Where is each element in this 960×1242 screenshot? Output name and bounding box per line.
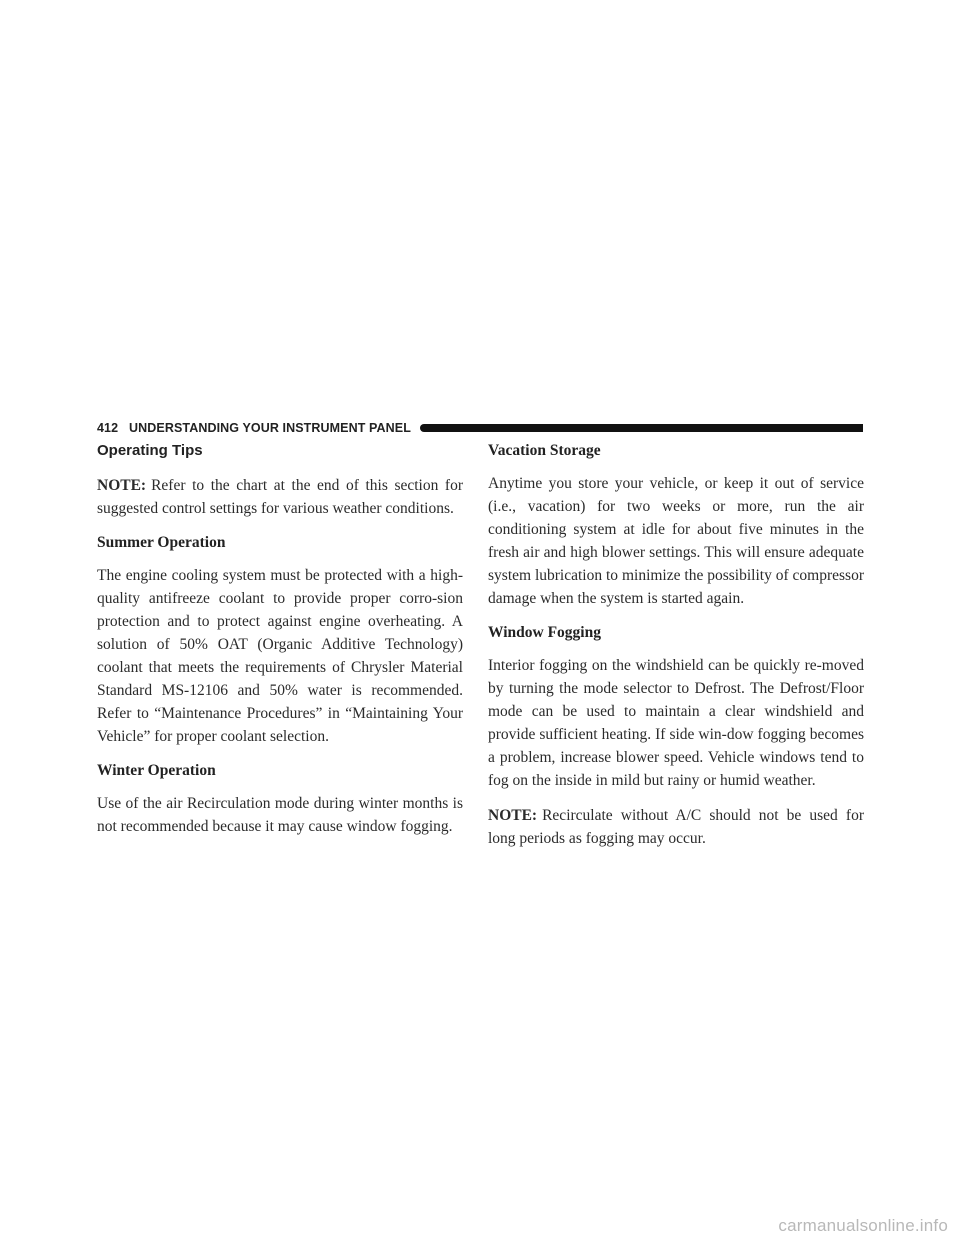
window-fogging-text: Interior fogging on the windshield can be quickly re-moved by turning the mode selector to Defrost. The Defrost/Floor mode can be used to maintain a clear windshield and provide sufficient heating. If side win-dow fogging becomes a problem, increase blower speed. Vehicle windows tend to fog on the inside in mild but rainy or humid weather. xyxy=(488,657,864,789)
vacation-storage-heading: Vacation Storage xyxy=(488,442,601,459)
note-paragraph xyxy=(97,474,463,520)
vacation-storage-text: Anytime you store your vehicle, or keep it out of service (i.e., vacation) for two weeks or more, run the air conditioning system at idle for about five minutes in the fresh air and high blower settings. This will ensure adequate system lubrication to minimize the possibility of compressor damage when the system is started again. xyxy=(488,475,864,607)
page-header xyxy=(97,419,863,437)
winter-operation-text: Use of the air Recirculation mode during winter months is not recommended because it may cause window fogging. xyxy=(97,795,463,835)
watermark-text: carmanualsonline.info xyxy=(778,1216,948,1235)
note-paragraph xyxy=(488,804,864,850)
left-column xyxy=(97,440,463,850)
note-text: Refer to the chart at the end of this section for suggested control settings for various weather conditions. xyxy=(97,477,463,517)
winter-operation-heading: Winter Operation xyxy=(97,762,216,779)
window-fogging-heading: Window Fogging xyxy=(488,624,601,641)
note-label: NOTE: xyxy=(488,807,538,824)
operating-tips-heading: Operating Tips xyxy=(97,442,203,459)
note-label: NOTE: xyxy=(97,477,147,494)
summer-operation-text: The engine cooling system must be protected with a high-quality antifreeze coolant to provide proper corro-sion protection and to protect against engine overheating. A solution of 50% OAT (Organic Additive Technology) coolant that meets the requirements of Chrysler Material Standard MS-12106 and 50% water is recommended. Refer to “Maintenance Procedures” in “Maintaining Your Vehicle” for proper coolant selection. xyxy=(97,567,463,745)
page-number: 412 xyxy=(97,421,119,435)
note-text: Recirculate without A/C should not be used for long periods as fogging may occur. xyxy=(488,807,864,847)
right-column xyxy=(488,440,864,862)
section-title: UNDERSTANDING YOUR INSTRUMENT PANEL xyxy=(129,421,411,435)
summer-operation-heading: Summer Operation xyxy=(97,534,226,551)
header-rule xyxy=(420,424,863,432)
